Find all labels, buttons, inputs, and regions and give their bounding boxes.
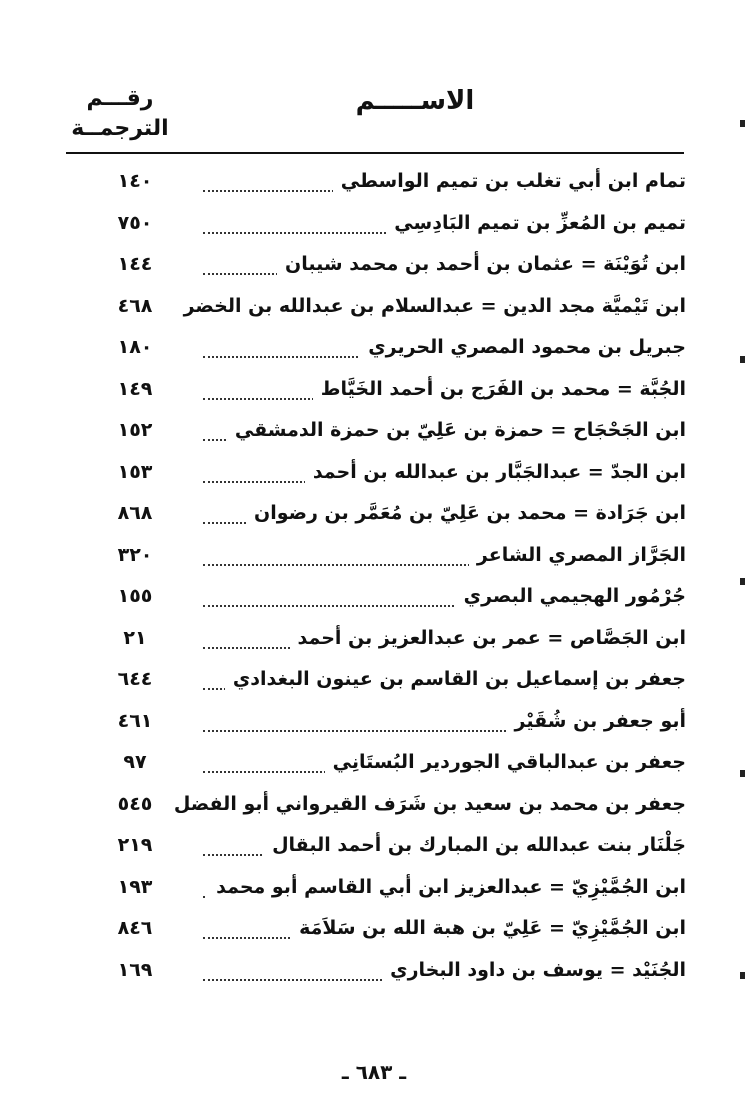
entry-number: ٣٢٠ — [117, 543, 153, 566]
index-entry — [0, 955, 748, 997]
entry-number: ٨٦٨ — [117, 502, 153, 524]
index-entry — [0, 249, 748, 291]
entries-list — [0, 166, 748, 996]
entry-name: جعفر بن محمد بن سعيد بن شَرَف القيرواني أبو الفضل — [173, 792, 686, 815]
header-rule — [66, 152, 684, 154]
entry-name: جعفر بن إسماعيل بن القاسم بن عينون البغدادي — [225, 668, 686, 690]
entry-name: ابن تُوَيْنَة = عثمان بن أحمد بن محمد شيبان — [277, 253, 686, 275]
number-header-line1: رقـــم — [86, 86, 154, 111]
entry-number: ١٥٢ — [117, 419, 153, 441]
entry-name: تميم بن المُعزِّ بن تميم البَادِسِي — [386, 212, 686, 234]
number-column-header — [60, 84, 180, 144]
entry-number: ٢١ — [123, 626, 147, 649]
entry-name: ابن جَرَادة = محمد بن عَلِيّ بن مُعَمَّر بن رضوان — [246, 502, 686, 524]
entry-name: تمام ابن أبي تغلب بن تميم الواسطي — [333, 170, 686, 192]
entry-name: أبو جعفر بن شُقَيْر — [507, 710, 686, 732]
entry-name: ابن الجدّ = عبدالجَبَّار بن عبدالله بن أحمد — [305, 461, 686, 483]
entry-number: ١٥٥ — [117, 585, 153, 607]
entry-number: ١٤٤ — [117, 253, 153, 275]
entry-name: ابن تَيْميَّة مجد الدين = عبدالسلام بن عبدالله بن الخضر — [183, 294, 686, 317]
entry-number: ١٦٩ — [117, 958, 153, 981]
entry-number: ٤٦١ — [117, 709, 153, 732]
entry-name: الجُنَيْد = يوسف بن داود البخاري — [382, 959, 686, 981]
entry-number: ١٨٠ — [117, 336, 153, 358]
entry-name: ابن الجَصَّاص = عمر بن عبدالعزيز بن أحمد — [290, 627, 687, 649]
entry-number: ٨٤٦ — [117, 917, 153, 939]
index-entry — [0, 747, 748, 789]
margin-mark — [740, 120, 745, 127]
index-entry — [0, 789, 748, 831]
margin-mark — [740, 972, 745, 979]
margin-mark — [740, 356, 745, 363]
index-entry — [0, 498, 748, 540]
index-entry — [0, 581, 748, 623]
entry-number: ٢١٩ — [117, 834, 153, 856]
index-entry — [0, 664, 748, 706]
entry-name: جعفر بن عبدالباقي الجوردير البُستَانِي — [325, 751, 686, 773]
entry-number: ١٩٣ — [117, 875, 153, 898]
entry-number: ٤٦٨ — [117, 294, 153, 317]
entry-number: ٩٧ — [123, 751, 147, 773]
index-entry — [0, 208, 748, 250]
margin-mark — [740, 770, 745, 777]
name-column-header: الاســـــم — [355, 86, 475, 116]
entry-name: ابن الجَحْجَاح = حمزة بن عَلِيّ بن حمزة الدمشقي — [227, 419, 686, 441]
index-entry — [0, 830, 748, 872]
entry-name: ابن الجُمَّيْزِيّ = عبدالعزيز ابن أبي القاسم أبو محمد — [208, 876, 686, 898]
entry-number: ٧٥٠ — [117, 211, 153, 234]
index-entry — [0, 374, 748, 416]
entry-number: ٥٤٥ — [117, 792, 153, 815]
entry-number: ١٤٠ — [117, 170, 153, 192]
entry-name: الجُبَّة = محمد بن الفَرَج بن أحمد الخَيَّاط — [313, 378, 686, 400]
entry-name: ابن الجُمَّيْزِيّ = عَلِيّ بن هبة الله بن سَلاَمَة — [291, 917, 686, 939]
index-entry — [0, 166, 748, 208]
index-entry — [0, 415, 748, 457]
index-entry — [0, 540, 748, 582]
entry-name: الجَرَّاز المصري الشاعر — [469, 544, 686, 566]
entry-name: جبريل بن محمود المصري الحريري — [360, 336, 686, 358]
index-entry — [0, 623, 748, 665]
entry-name: جَلْنَار بنت عبدالله بن المبارك بن أحمد البقال — [264, 834, 686, 856]
entry-number: ٦٤٤ — [117, 668, 153, 690]
index-entry — [0, 291, 748, 333]
index-entry — [0, 332, 748, 374]
index-entry — [0, 913, 748, 955]
margin-mark — [740, 578, 745, 585]
index-entry — [0, 457, 748, 499]
entry-number: ١٥٣ — [117, 460, 153, 483]
index-entry — [0, 872, 748, 914]
number-header-line2: الترجمــة — [71, 116, 169, 141]
entry-name: جُرْمُور الهجيمي البصري — [456, 585, 686, 607]
index-entry — [0, 706, 748, 748]
page-number: ـ ٦٨٣ ـ — [341, 1060, 407, 1084]
entry-number: ١٤٩ — [117, 377, 153, 400]
